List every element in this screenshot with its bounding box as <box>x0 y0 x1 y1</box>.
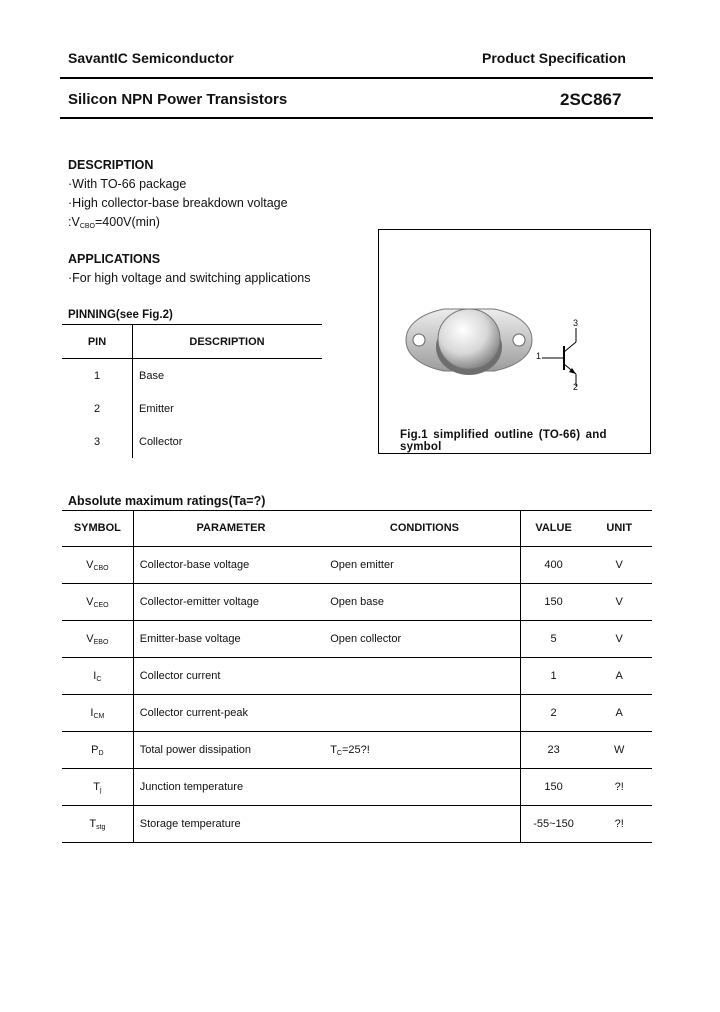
rating-symbol <box>62 732 133 769</box>
symbol-header: SYMBOL <box>62 510 133 547</box>
company-name: SavantIC Semiconductor <box>68 50 234 66</box>
header-rule-bottom <box>60 117 653 119</box>
rating-symbol <box>62 769 133 806</box>
rating-value: 1 <box>520 658 586 695</box>
rating-parameter: Emitter-base voltage <box>133 621 329 658</box>
rating-unit: A <box>586 695 652 732</box>
rating-parameter: Junction temperature <box>133 769 329 806</box>
symbol-letter: I <box>90 706 94 719</box>
table-row <box>62 425 322 458</box>
vcbo-prefix: :V <box>68 215 80 229</box>
symbol-subscript: CBO <box>93 564 109 572</box>
rating-parameter: Storage temperature <box>133 806 329 843</box>
rating-parameter: Collector current <box>133 658 329 695</box>
product-line: Silicon NPN Power Transistors <box>68 91 288 108</box>
rating-parameter: Total power dissipation <box>133 732 329 769</box>
rating-condition <box>329 806 520 843</box>
rating-value: 23 <box>520 732 586 769</box>
rating-unit: W <box>586 732 652 769</box>
applications-title: APPLICATIONS <box>68 252 161 266</box>
pin-description: Collector <box>139 435 183 448</box>
symbol-subscript: C <box>96 675 102 683</box>
rating-value: 2 <box>520 695 586 732</box>
rating-value: -55~150 <box>520 806 586 843</box>
symbol-letter: T <box>93 780 100 793</box>
symbol-subscript: D <box>98 749 104 757</box>
rating-unit: ?! <box>586 769 652 806</box>
table-row <box>62 584 652 621</box>
rating-symbol <box>62 806 133 843</box>
rating-condition <box>329 695 520 732</box>
pin-number: 2 <box>62 392 133 425</box>
part-number: 2SC867 <box>560 90 622 109</box>
unit-header: UNIT <box>586 510 652 547</box>
symbol-letter: T <box>89 817 97 830</box>
pin-header: PIN <box>62 325 133 359</box>
pin-description: Emitter <box>139 402 174 415</box>
rating-parameter: Collector-base voltage <box>133 547 329 584</box>
npn-transistor-symbol-icon <box>534 318 604 398</box>
rating-condition <box>329 584 520 621</box>
rating-parameter: Collector-emitter voltage <box>133 584 329 621</box>
rating-value: 5 <box>520 621 586 658</box>
table-row <box>62 732 652 769</box>
rating-symbol <box>62 658 133 695</box>
rating-unit: V <box>586 621 652 658</box>
condition-subscript: C <box>336 749 342 757</box>
figure-box <box>378 229 651 454</box>
figure-caption: Fig.1 simplified outline (TO-66) and symbol <box>400 429 607 453</box>
symbol-subscript: CEO <box>93 601 109 609</box>
symbol-pin-3: 3 <box>573 318 579 328</box>
rating-unit: V <box>586 547 652 584</box>
pinning-title: PINNING(see Fig.2) <box>68 309 173 321</box>
pin-desc-header: DESCRIPTION <box>133 325 323 359</box>
ratings-header-row <box>62 510 652 547</box>
condition-text: Open base <box>330 595 385 608</box>
rating-unit: A <box>586 658 652 695</box>
pinning-header-row <box>62 325 322 359</box>
pin-number: 1 <box>62 359 133 393</box>
condition-text: Open emitter <box>330 558 394 571</box>
rating-condition <box>329 547 520 584</box>
symbol-letter: I <box>93 669 97 682</box>
table-row <box>62 547 652 584</box>
table-row <box>62 392 322 425</box>
parameter-header: PARAMETER <box>133 510 329 547</box>
doc-type: Product Specification <box>482 50 626 66</box>
vcbo-value: =400V(min) <box>94 215 160 229</box>
condition-text: T <box>330 743 337 756</box>
description-item: ·With TO-66 package <box>68 177 187 191</box>
rating-symbol <box>62 584 133 621</box>
table-row <box>62 806 652 843</box>
vcbo-sub: CBO <box>79 223 95 230</box>
application-item: ·For high voltage and switching applications <box>68 271 311 285</box>
ratings-table <box>62 510 652 843</box>
vcbo-spec <box>68 215 160 230</box>
ratings-title: Absolute maximum ratings(Ta=?) <box>68 494 266 508</box>
pinning-table <box>62 325 322 458</box>
symbol-letter: V <box>86 632 94 645</box>
symbol-subscript: j <box>99 786 102 794</box>
rating-condition <box>329 621 520 658</box>
table-row <box>62 695 652 732</box>
rating-symbol <box>62 547 133 584</box>
symbol-letter: V <box>86 595 94 608</box>
rating-condition <box>329 732 520 769</box>
symbol-subscript: CM <box>93 712 105 720</box>
condition-rest: =25?! <box>341 743 370 756</box>
description-item: ·High collector-base breakdown voltage <box>68 196 288 210</box>
table-row <box>62 621 652 658</box>
rating-unit: V <box>586 584 652 621</box>
rating-condition <box>329 769 520 806</box>
pin-description: Base <box>139 369 165 382</box>
description-title: DESCRIPTION <box>68 158 154 172</box>
rating-symbol <box>62 621 133 658</box>
rating-value: 400 <box>520 547 586 584</box>
value-header: VALUE <box>520 510 586 547</box>
symbol-subscript: EBO <box>93 638 109 646</box>
symbol-subscript: stg <box>96 823 106 831</box>
conditions-header: CONDITIONS <box>329 510 520 547</box>
rating-symbol <box>62 695 133 732</box>
symbol-letter: V <box>86 558 94 571</box>
rating-unit: ?! <box>586 806 652 843</box>
rating-value: 150 <box>520 769 586 806</box>
symbol-letter: P <box>91 743 99 756</box>
rating-parameter: Collector current-peak <box>133 695 329 732</box>
header-rule-top <box>60 77 653 79</box>
rating-value: 150 <box>520 584 586 621</box>
symbol-pin-2: 2 <box>573 382 579 392</box>
rating-condition <box>329 658 520 695</box>
table-row <box>62 658 652 695</box>
condition-text: Open collector <box>330 632 402 645</box>
table-row <box>62 359 322 393</box>
table-row <box>62 769 652 806</box>
to66-package-image <box>394 285 544 395</box>
symbol-pin-1: 1 <box>536 351 542 361</box>
pin-number: 3 <box>62 425 133 458</box>
